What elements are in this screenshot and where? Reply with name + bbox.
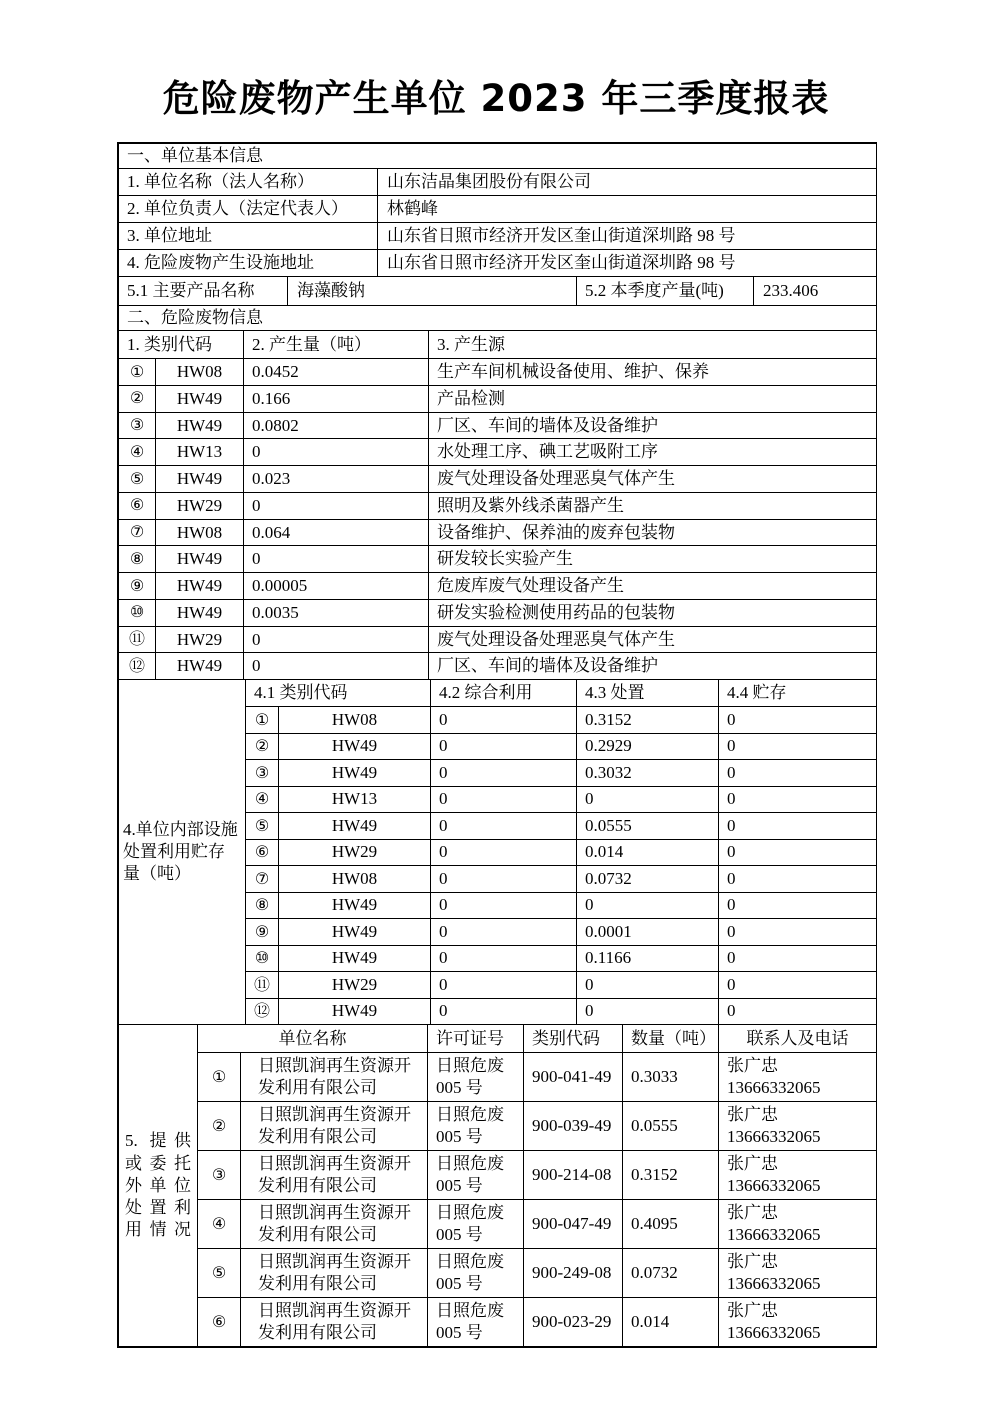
generated-amount-cell: 0 [244, 439, 429, 466]
external-disposal-table [118, 1024, 877, 1347]
reuse-amount-cell: 0 [431, 839, 577, 866]
generated-amount-cell: 0 [244, 492, 429, 519]
product-name-value: 海藻酸钠 [288, 277, 577, 306]
product-row [119, 277, 877, 306]
waste-source-header: 3. 产生源 [429, 331, 877, 359]
external-header-row [119, 1025, 877, 1053]
table-row [119, 1102, 877, 1151]
quarter-output-value: 233.406 [754, 277, 877, 306]
waste-code-cell: HW08 [279, 866, 431, 893]
contact-name: 张广忠 [727, 1252, 778, 1272]
table-row [119, 626, 877, 653]
page-title: 危险废物产生单位 2023 年三季度报表 [162, 77, 830, 120]
reuse-amount-cell: 0 [431, 919, 577, 946]
waste-source-cell: 厂区、车间的墙体及设备维护 [429, 653, 877, 680]
unit-address-label: 3. 单位地址 [119, 223, 378, 250]
store-amount-cell: 0 [719, 707, 877, 734]
section1-band-label: 一、单位基本信息 [119, 144, 877, 169]
waste-code-header: 1. 类别代码 [119, 331, 244, 359]
report-table [117, 142, 877, 1348]
waste-amount-header: 2. 产生量（吨） [244, 331, 429, 359]
waste-source-cell: 危废库废气处理设备产生 [429, 573, 877, 600]
row-number-cell: ⑥ [198, 1298, 241, 1347]
unit-name-label: 1. 单位名称（法人名称） [119, 169, 378, 196]
contact-name: 张广忠 [727, 1203, 778, 1223]
waste-info-table [118, 305, 877, 680]
company-name-cell: 日照凯润再生资源开发利用有限公司 [241, 1053, 428, 1102]
row-number-cell: ③ [119, 412, 156, 439]
store-amount-cell: 0 [719, 998, 877, 1025]
table-row [119, 1200, 877, 1249]
table-row [119, 250, 877, 277]
store-amount-cell: 0 [719, 839, 877, 866]
row-number-cell: ⑥ [246, 839, 279, 866]
table-row [119, 412, 877, 439]
dispose-amount-cell: 0.0732 [577, 866, 719, 893]
reuse-amount-cell: 0 [431, 760, 577, 787]
contact-cell [719, 1298, 877, 1347]
contact-name: 张广忠 [727, 1301, 778, 1321]
section2-band-row [119, 306, 877, 331]
external-amount-header: 数量（吨） [623, 1025, 719, 1053]
internal-disposal-table [118, 679, 877, 1025]
table-row [119, 546, 877, 573]
internal-reuse-header: 4.2 综合利用 [431, 680, 577, 707]
waste-code-cell: HW29 [279, 839, 431, 866]
table-row [119, 223, 877, 250]
row-number-cell: ⑤ [119, 466, 156, 493]
external-contact-header: 联系人及电话 [719, 1025, 877, 1053]
waste-code-cell: HW49 [156, 412, 244, 439]
contact-phone: 13666332065 [727, 1078, 821, 1098]
store-amount-cell: 0 [719, 866, 877, 893]
table-row [119, 385, 877, 412]
row-number-cell: ① [246, 707, 279, 734]
basic-info-table [118, 143, 877, 306]
row-number-cell: ⑥ [119, 492, 156, 519]
waste-code-cell: 900-214-08 [524, 1151, 623, 1200]
generated-amount-cell: 0.023 [244, 466, 429, 493]
row-number-cell: ⑨ [246, 919, 279, 946]
row-number-cell: ⑩ [119, 599, 156, 626]
reuse-amount-cell: 0 [431, 892, 577, 919]
table-row [119, 1298, 877, 1347]
row-number-cell: ② [198, 1102, 241, 1151]
store-amount-cell: 0 [719, 945, 877, 972]
external-license-header: 许可证号 [428, 1025, 524, 1053]
table-row [119, 573, 877, 600]
generated-amount-cell: 0.0452 [244, 359, 429, 386]
row-number-cell: ① [198, 1053, 241, 1102]
waste-header-row [119, 331, 877, 359]
internal-code-header: 4.1 类别代码 [246, 680, 431, 707]
company-name-cell: 日照凯润再生资源开发利用有限公司 [241, 1298, 428, 1347]
reuse-amount-cell: 0 [431, 972, 577, 999]
internal-store-header: 4.4 贮存 [719, 680, 877, 707]
dispose-amount-cell: 0.0555 [577, 813, 719, 840]
contact-phone: 13666332065 [727, 1323, 821, 1343]
generated-amount-cell: 0.0802 [244, 412, 429, 439]
table-row [119, 359, 877, 386]
transfer-amount-cell: 0.0732 [623, 1249, 719, 1298]
generated-amount-cell: 0.064 [244, 519, 429, 546]
table-row [119, 169, 877, 196]
generated-amount-cell: 0.166 [244, 385, 429, 412]
waste-source-cell: 废气处理设备处理恶臭气体产生 [429, 626, 877, 653]
unit-head-value: 林鹤峰 [378, 196, 877, 223]
generated-amount-cell: 0.00005 [244, 573, 429, 600]
contact-name: 张广忠 [727, 1154, 778, 1174]
generated-amount-cell: 0 [244, 626, 429, 653]
reuse-amount-cell: 0 [431, 733, 577, 760]
waste-code-cell: 900-249-08 [524, 1249, 623, 1298]
waste-source-cell: 生产车间机械设备使用、维护、保养 [429, 359, 877, 386]
contact-cell [719, 1053, 877, 1102]
waste-code-cell: HW49 [279, 919, 431, 946]
store-amount-cell: 0 [719, 919, 877, 946]
generated-amount-cell: 0 [244, 653, 429, 680]
waste-code-cell: HW49 [156, 653, 244, 680]
waste-source-cell: 产品检测 [429, 385, 877, 412]
row-number-cell: ③ [246, 760, 279, 787]
quarter-output-label: 5.2 本季度产量(吨) [577, 277, 754, 306]
row-number-cell: ① [119, 359, 156, 386]
contact-phone: 13666332065 [727, 1176, 821, 1196]
waste-source-cell: 水处理工序、碘工艺吸附工序 [429, 439, 877, 466]
waste-code-cell: HW49 [156, 573, 244, 600]
row-number-cell: ⑪ [246, 972, 279, 999]
reuse-amount-cell: 0 [431, 786, 577, 813]
waste-code-cell: HW49 [156, 466, 244, 493]
contact-cell [719, 1200, 877, 1249]
table-row [119, 1053, 877, 1102]
waste-code-cell: 900-041-49 [524, 1053, 623, 1102]
dispose-amount-cell: 0 [577, 892, 719, 919]
license-number-cell: 日照危废005 号 [428, 1298, 524, 1347]
waste-code-cell: HW49 [279, 813, 431, 840]
waste-code-cell: HW29 [279, 972, 431, 999]
dispose-amount-cell: 0.014 [577, 839, 719, 866]
facility-address-label: 4. 危险废物产生设施地址 [119, 250, 378, 277]
table-row [119, 196, 877, 223]
facility-address-value: 山东省日照市经济开发区奎山街道深圳路 98 号 [378, 250, 877, 277]
waste-source-cell: 厂区、车间的墙体及设备维护 [429, 412, 877, 439]
internal-header-row [119, 680, 877, 707]
transfer-amount-cell: 0.3152 [623, 1151, 719, 1200]
row-number-cell: ⑤ [246, 813, 279, 840]
waste-code-cell: HW49 [279, 945, 431, 972]
table-row [119, 519, 877, 546]
section2-band-label: 二、危险废物信息 [119, 306, 877, 331]
waste-code-cell: HW49 [156, 385, 244, 412]
table-row [119, 492, 877, 519]
generated-amount-cell: 0 [244, 546, 429, 573]
contact-cell [719, 1102, 877, 1151]
waste-source-cell: 设备维护、保养油的废弃包装物 [429, 519, 877, 546]
company-name-cell: 日照凯润再生资源开发利用有限公司 [241, 1249, 428, 1298]
waste-code-cell: HW49 [279, 998, 431, 1025]
waste-code-cell: 900-047-49 [524, 1200, 623, 1249]
transfer-amount-cell: 0.0555 [623, 1102, 719, 1151]
contact-cell [719, 1151, 877, 1200]
store-amount-cell: 0 [719, 733, 877, 760]
row-number-cell: ⑧ [119, 546, 156, 573]
row-number-cell: ② [246, 733, 279, 760]
store-amount-cell: 0 [719, 760, 877, 787]
waste-code-cell: HW49 [156, 599, 244, 626]
contact-name: 张广忠 [727, 1056, 778, 1076]
table-row [119, 653, 877, 680]
table-row [119, 1249, 877, 1298]
waste-code-cell: HW13 [156, 439, 244, 466]
store-amount-cell: 0 [719, 813, 877, 840]
reuse-amount-cell: 0 [431, 813, 577, 840]
store-amount-cell: 0 [719, 972, 877, 999]
row-number-cell: ⑫ [119, 653, 156, 680]
waste-code-cell: 900-039-49 [524, 1102, 623, 1151]
row-number-cell: ③ [198, 1151, 241, 1200]
waste-code-cell: HW08 [156, 359, 244, 386]
reuse-amount-cell: 0 [431, 866, 577, 893]
dispose-amount-cell: 0 [577, 972, 719, 999]
section4-side-label: 4.单位内部设施处置利用贮存量（吨） [119, 680, 246, 1025]
waste-source-cell: 废气处理设备处理恶臭气体产生 [429, 466, 877, 493]
external-company-header: 单位名称 [198, 1025, 428, 1053]
row-number-cell: ⑨ [119, 573, 156, 600]
row-number-cell: ⑩ [246, 945, 279, 972]
waste-code-cell: 900-023-29 [524, 1298, 623, 1347]
waste-code-cell: HW49 [279, 892, 431, 919]
waste-source-cell: 研发实验检测使用药品的包装物 [429, 599, 877, 626]
row-number-cell: ⑦ [246, 866, 279, 893]
unit-address-value: 山东省日照市经济开发区奎山街道深圳路 98 号 [378, 223, 877, 250]
contact-phone: 13666332065 [727, 1274, 821, 1294]
row-number-cell: ⑪ [119, 626, 156, 653]
row-number-cell: ④ [246, 786, 279, 813]
license-number-cell: 日照危废005 号 [428, 1200, 524, 1249]
transfer-amount-cell: 0.3033 [623, 1053, 719, 1102]
row-number-cell: ④ [198, 1200, 241, 1249]
table-row [119, 439, 877, 466]
unit-head-label: 2. 单位负责人（法定代表人） [119, 196, 378, 223]
table-row [119, 1151, 877, 1200]
waste-code-cell: HW13 [279, 786, 431, 813]
waste-code-cell: HW08 [279, 707, 431, 734]
license-number-cell: 日照危废005 号 [428, 1102, 524, 1151]
table-row [119, 466, 877, 493]
waste-code-cell: HW08 [156, 519, 244, 546]
reuse-amount-cell: 0 [431, 707, 577, 734]
dispose-amount-cell: 0.1166 [577, 945, 719, 972]
waste-code-cell: HW29 [156, 626, 244, 653]
dispose-amount-cell: 0.3152 [577, 707, 719, 734]
internal-dispose-header: 4.3 处置 [577, 680, 719, 707]
license-number-cell: 日照危废005 号 [428, 1151, 524, 1200]
row-number-cell: ④ [119, 439, 156, 466]
row-number-cell: ⑤ [198, 1249, 241, 1298]
waste-source-cell: 照明及紫外线杀菌器产生 [429, 492, 877, 519]
waste-code-cell: HW49 [279, 760, 431, 787]
generated-amount-cell: 0.0035 [244, 599, 429, 626]
product-name-label: 5.1 主要产品名称 [119, 277, 288, 306]
reuse-amount-cell: 0 [431, 998, 577, 1025]
dispose-amount-cell: 0 [577, 998, 719, 1025]
transfer-amount-cell: 0.4095 [623, 1200, 719, 1249]
contact-cell [719, 1249, 877, 1298]
transfer-amount-cell: 0.014 [623, 1298, 719, 1347]
row-number-cell: ⑫ [246, 998, 279, 1025]
dispose-amount-cell: 0.3032 [577, 760, 719, 787]
contact-phone: 13666332065 [727, 1127, 821, 1147]
section5-side-label: 5. 提供或委托外单位处置利用情况 [119, 1025, 198, 1347]
company-name-cell: 日照凯润再生资源开发利用有限公司 [241, 1200, 428, 1249]
contact-phone: 13666332065 [727, 1225, 821, 1245]
company-name-cell: 日照凯润再生资源开发利用有限公司 [241, 1151, 428, 1200]
external-code-header: 类别代码 [524, 1025, 623, 1053]
dispose-amount-cell: 0 [577, 786, 719, 813]
section1-band-row [119, 144, 877, 169]
reuse-amount-cell: 0 [431, 945, 577, 972]
company-name-cell: 日照凯润再生资源开发利用有限公司 [241, 1102, 428, 1151]
waste-source-cell: 研发较长实验产生 [429, 546, 877, 573]
dispose-amount-cell: 0.0001 [577, 919, 719, 946]
license-number-cell: 日照危废005 号 [428, 1249, 524, 1298]
table-row [119, 599, 877, 626]
unit-name-value: 山东洁晶集团股份有限公司 [378, 169, 877, 196]
license-number-cell: 日照危废005 号 [428, 1053, 524, 1102]
row-number-cell: ⑧ [246, 892, 279, 919]
row-number-cell: ⑦ [119, 519, 156, 546]
row-number-cell: ② [119, 385, 156, 412]
store-amount-cell: 0 [719, 786, 877, 813]
waste-code-cell: HW49 [156, 546, 244, 573]
waste-code-cell: HW49 [279, 733, 431, 760]
dispose-amount-cell: 0.2929 [577, 733, 719, 760]
store-amount-cell: 0 [719, 892, 877, 919]
contact-name: 张广忠 [727, 1105, 778, 1125]
waste-code-cell: HW29 [156, 492, 244, 519]
